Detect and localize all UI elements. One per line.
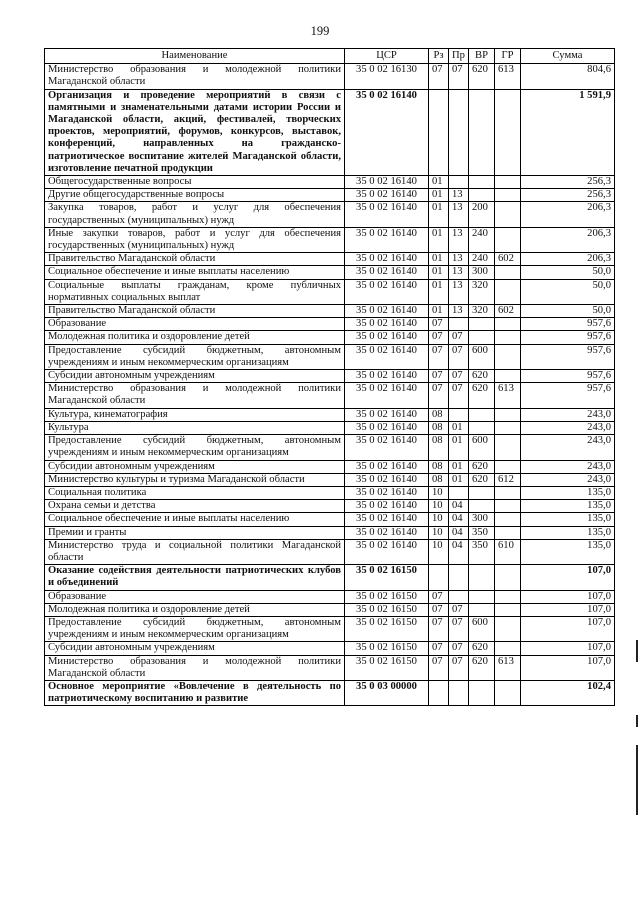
cell-csr: 35 0 02 16150 [345,565,429,590]
table-row [45,202,615,227]
cell-sum: 135,0 [521,500,615,513]
cell-gr [495,227,521,252]
cell-vr [469,565,495,590]
cell-sum: 206,3 [521,253,615,266]
cell-sum: 243,0 [521,435,615,460]
cell-gr: 613 [495,655,521,680]
cell-pr: 01 [449,421,469,434]
cell-sum: 135,0 [521,526,615,539]
cell-rz: 01 [429,266,449,279]
column-header-rz: Рз [429,49,449,64]
cell-name: Предоставление субсидий бюджетным, автономным учреждениям и иным некоммерческим организациям [45,616,345,641]
cell-sum: 1 591,9 [521,89,615,175]
cell-gr [495,202,521,227]
cell-pr: 13 [449,189,469,202]
cell-gr [495,176,521,189]
cell-gr: 612 [495,473,521,486]
cell-gr [495,318,521,331]
cell-sum: 243,0 [521,460,615,473]
cell-name: Образование [45,318,345,331]
cell-csr: 35 0 02 16140 [345,435,429,460]
cell-vr [469,421,495,434]
cell-pr: 01 [449,460,469,473]
cell-name: Охрана семьи и детства [45,500,345,513]
cell-pr: 07 [449,642,469,655]
cell-name: Субсидии автономным учреждениям [45,642,345,655]
cell-rz: 08 [429,435,449,460]
cell-csr: 35 0 02 16150 [345,590,429,603]
cell-gr [495,460,521,473]
cell-rz: 08 [429,408,449,421]
cell-pr [449,318,469,331]
cell-csr: 35 0 02 16140 [345,305,429,318]
cell-sum: 107,0 [521,616,615,641]
table-row [45,253,615,266]
cell-pr: 04 [449,526,469,539]
cell-vr: 600 [469,344,495,369]
cell-rz: 01 [429,189,449,202]
cell-sum: 957,6 [521,370,615,383]
cell-gr: 602 [495,253,521,266]
cell-name: Субсидии автономным учреждениям [45,370,345,383]
cell-gr [495,89,521,175]
cell-rz: 08 [429,421,449,434]
cell-rz: 10 [429,486,449,499]
cell-name: Министерство труда и социальной политики Магаданской области [45,539,345,564]
cell-rz: 01 [429,253,449,266]
cell-sum: 243,0 [521,408,615,421]
cell-csr: 35 0 02 16150 [345,642,429,655]
table-row [45,486,615,499]
cell-name: Молодежная политика и оздоровление детей [45,603,345,616]
cell-vr [469,331,495,344]
cell-csr: 35 0 02 16140 [345,253,429,266]
table-row [45,383,615,408]
table-row [45,603,615,616]
cell-name: Образование [45,590,345,603]
cell-name: Предоставление субсидий бюджетным, автономным учреждениям и иным некоммерческим организациям [45,435,345,460]
cell-rz: 01 [429,227,449,252]
cell-pr: 13 [449,227,469,252]
cell-name: Другие общегосударственные вопросы [45,189,345,202]
cell-pr: 07 [449,344,469,369]
table-row [45,590,615,603]
table-body [45,64,615,706]
cell-pr: 13 [449,279,469,304]
cell-pr: 01 [449,435,469,460]
cell-pr: 07 [449,616,469,641]
cell-csr: 35 0 02 16150 [345,655,429,680]
column-header-gr: ГР [495,49,521,64]
table-row [45,539,615,564]
table-row [45,89,615,175]
cell-vr [469,189,495,202]
table-row [45,370,615,383]
cell-gr [495,590,521,603]
column-header-csr: ЦСР [345,49,429,64]
cell-pr [449,176,469,189]
cell-pr [449,590,469,603]
cell-gr [495,680,521,705]
table-row [45,435,615,460]
cell-gr: 602 [495,305,521,318]
cell-pr [449,408,469,421]
cell-vr [469,603,495,616]
cell-rz: 07 [429,383,449,408]
cell-vr: 600 [469,435,495,460]
cell-csr: 35 0 02 16140 [345,331,429,344]
cell-name: Социальное обеспечение и иные выплаты населению [45,513,345,526]
cell-vr: 620 [469,64,495,89]
cell-sum: 957,6 [521,318,615,331]
table-row [45,189,615,202]
cell-vr: 620 [469,473,495,486]
cell-vr: 350 [469,526,495,539]
cell-name: Культура, кинематография [45,408,345,421]
cell-csr: 35 0 02 16140 [345,486,429,499]
cell-rz: 07 [429,318,449,331]
cell-vr: 240 [469,227,495,252]
scan-edge-mark [636,745,638,815]
table-row [45,421,615,434]
scan-edge-mark [636,715,638,727]
table-row [45,565,615,590]
table-row [45,305,615,318]
cell-vr [469,89,495,175]
cell-sum: 107,0 [521,603,615,616]
cell-gr [495,513,521,526]
table-row [45,642,615,655]
table-row [45,680,615,705]
cell-gr [495,189,521,202]
cell-name: Премии и гранты [45,526,345,539]
cell-vr [469,680,495,705]
cell-rz: 01 [429,176,449,189]
cell-csr: 35 0 02 16140 [345,279,429,304]
cell-name: Оказание содействия деятельности патриотических клубов и объединений [45,565,345,590]
column-header-vr: ВР [469,49,495,64]
cell-csr: 35 0 02 16140 [345,460,429,473]
column-header-sum: Сумма [521,49,615,64]
cell-name: Молодежная политика и оздоровление детей [45,331,345,344]
cell-csr: 35 0 02 16140 [345,421,429,434]
cell-pr: 07 [449,655,469,680]
table-row [45,460,615,473]
cell-sum: 957,6 [521,344,615,369]
table-row [45,513,615,526]
cell-csr: 35 0 03 00000 [345,680,429,705]
cell-name: Министерство образования и молодежной политики Магаданской области [45,655,345,680]
cell-sum: 107,0 [521,590,615,603]
cell-gr: 610 [495,539,521,564]
cell-csr: 35 0 02 16140 [345,383,429,408]
cell-gr [495,486,521,499]
cell-sum: 50,0 [521,305,615,318]
cell-name: Предоставление субсидий бюджетным, автономным учреждениям и иным некоммерческим организациям [45,344,345,369]
cell-csr: 35 0 02 16140 [345,500,429,513]
cell-pr [449,486,469,499]
cell-gr [495,526,521,539]
cell-pr: 04 [449,500,469,513]
cell-vr: 620 [469,460,495,473]
cell-pr: 04 [449,513,469,526]
cell-sum: 206,3 [521,202,615,227]
cell-name: Социальное обеспечение и иные выплаты населению [45,266,345,279]
cell-vr: 200 [469,202,495,227]
cell-name: Социальные выплаты гражданам, кроме публичных нормативных социальных выплат [45,279,345,304]
cell-gr [495,435,521,460]
table-row [45,655,615,680]
cell-pr: 07 [449,331,469,344]
cell-gr: 613 [495,383,521,408]
cell-rz: 07 [429,370,449,383]
table-row [45,408,615,421]
cell-gr [495,603,521,616]
cell-csr: 35 0 02 16140 [345,526,429,539]
cell-rz [429,89,449,175]
cell-csr: 35 0 02 16140 [345,266,429,279]
table-row [45,176,615,189]
cell-sum: 243,0 [521,473,615,486]
cell-sum: 135,0 [521,513,615,526]
cell-csr: 35 0 02 16150 [345,616,429,641]
cell-rz: 01 [429,305,449,318]
cell-sum: 957,6 [521,331,615,344]
cell-name: Правительство Магаданской области [45,305,345,318]
cell-pr: 07 [449,64,469,89]
cell-gr [495,500,521,513]
cell-sum: 50,0 [521,266,615,279]
cell-vr: 300 [469,513,495,526]
cell-gr: 613 [495,64,521,89]
cell-sum: 50,0 [521,279,615,304]
table-row [45,473,615,486]
cell-sum: 107,0 [521,655,615,680]
cell-sum: 135,0 [521,539,615,564]
cell-vr: 240 [469,253,495,266]
cell-name: Иные закупки товаров, работ и услуг для обеспечения государственных (муниципальных) нужд [45,227,345,252]
cell-sum: 107,0 [521,642,615,655]
cell-pr [449,680,469,705]
cell-csr: 35 0 02 16150 [345,603,429,616]
table-row [45,227,615,252]
cell-vr [469,590,495,603]
cell-pr: 13 [449,305,469,318]
cell-gr [495,408,521,421]
cell-name: Социальная политика [45,486,345,499]
cell-vr: 600 [469,616,495,641]
cell-rz: 07 [429,616,449,641]
cell-pr: 01 [449,473,469,486]
cell-gr [495,331,521,344]
cell-name: Министерство культуры и туризма Магаданской области [45,473,345,486]
table-row [45,526,615,539]
cell-gr [495,279,521,304]
cell-vr [469,500,495,513]
cell-pr [449,565,469,590]
cell-pr: 13 [449,266,469,279]
column-header-pr: Пр [449,49,469,64]
cell-csr: 35 0 02 16140 [345,408,429,421]
cell-pr: 07 [449,383,469,408]
cell-csr: 35 0 02 16140 [345,89,429,175]
cell-sum: 256,3 [521,189,615,202]
table-header-row [45,49,615,64]
cell-rz: 08 [429,473,449,486]
cell-vr: 620 [469,642,495,655]
table-row [45,279,615,304]
cell-vr: 620 [469,383,495,408]
cell-vr: 320 [469,279,495,304]
cell-rz: 07 [429,590,449,603]
cell-vr: 350 [469,539,495,564]
cell-sum: 804,6 [521,64,615,89]
cell-sum: 135,0 [521,486,615,499]
cell-csr: 35 0 02 16140 [345,176,429,189]
table-row [45,331,615,344]
table-row [45,318,615,331]
cell-name: Министерство образования и молодежной политики Магаданской области [45,64,345,89]
cell-rz: 07 [429,603,449,616]
cell-rz: 07 [429,64,449,89]
cell-rz: 10 [429,539,449,564]
cell-rz: 01 [429,202,449,227]
page-number: 199 [310,24,330,38]
cell-csr: 35 0 02 16140 [345,227,429,252]
cell-rz [429,680,449,705]
cell-csr: 35 0 02 16140 [345,189,429,202]
cell-name: Основное мероприятие «Вовлечение в деятельность по патриотическому воспитанию и развитие [45,680,345,705]
cell-gr [495,344,521,369]
cell-vr: 320 [469,305,495,318]
cell-rz: 10 [429,526,449,539]
cell-csr: 35 0 02 16140 [345,344,429,369]
cell-csr: 35 0 02 16140 [345,370,429,383]
cell-vr [469,486,495,499]
cell-sum: 102,4 [521,680,615,705]
cell-csr: 35 0 02 16140 [345,202,429,227]
cell-pr: 13 [449,253,469,266]
cell-vr: 620 [469,370,495,383]
cell-sum: 206,3 [521,227,615,252]
cell-rz: 10 [429,513,449,526]
cell-rz: 07 [429,344,449,369]
cell-name: Правительство Магаданской области [45,253,345,266]
cell-vr: 620 [469,655,495,680]
cell-gr [495,370,521,383]
cell-rz: 07 [429,655,449,680]
cell-name: Субсидии автономным учреждениям [45,460,345,473]
cell-vr [469,176,495,189]
cell-name: Культура [45,421,345,434]
cell-rz [429,565,449,590]
cell-sum: 957,6 [521,383,615,408]
scan-edge-mark [636,640,638,662]
cell-rz: 10 [429,500,449,513]
table-row [45,344,615,369]
cell-name: Организация и проведение мероприятий в связи с памятными и знаменательными датами истории России и Магаданской области, акций, фестивалей, творческих проектов, мероприятий, форумов, конкурсов, выставок, конференций, направленных на гражданско-патриотическое воспитание жителей Магаданской области, изготовление печатной продукции [45,89,345,175]
cell-name: Министерство образования и молодежной политики Магаданской области [45,383,345,408]
cell-vr [469,408,495,421]
cell-pr: 13 [449,202,469,227]
cell-gr [495,421,521,434]
cell-gr [495,266,521,279]
cell-gr [495,642,521,655]
cell-gr [495,565,521,590]
cell-name: Общегосударственные вопросы [45,176,345,189]
cell-vr [469,318,495,331]
cell-csr: 35 0 02 16140 [345,539,429,564]
cell-csr: 35 0 02 16140 [345,473,429,486]
cell-gr [495,616,521,641]
cell-rz: 01 [429,279,449,304]
table-row [45,616,615,641]
column-header-name: Наименование [45,49,345,64]
budget-table [44,48,615,706]
cell-pr: 07 [449,603,469,616]
cell-name: Закупка товаров, работ и услуг для обеспечения государственных (муниципальных) нужд [45,202,345,227]
cell-rz: 07 [429,331,449,344]
cell-pr: 04 [449,539,469,564]
cell-sum: 243,0 [521,421,615,434]
cell-sum: 256,3 [521,176,615,189]
cell-rz: 07 [429,642,449,655]
cell-pr: 07 [449,370,469,383]
cell-csr: 35 0 02 16140 [345,318,429,331]
table-row [45,500,615,513]
cell-rz: 08 [429,460,449,473]
cell-sum: 107,0 [521,565,615,590]
cell-csr: 35 0 02 16130 [345,64,429,89]
cell-csr: 35 0 02 16140 [345,513,429,526]
table-row [45,266,615,279]
cell-pr [449,89,469,175]
cell-vr: 300 [469,266,495,279]
table-row [45,64,615,89]
